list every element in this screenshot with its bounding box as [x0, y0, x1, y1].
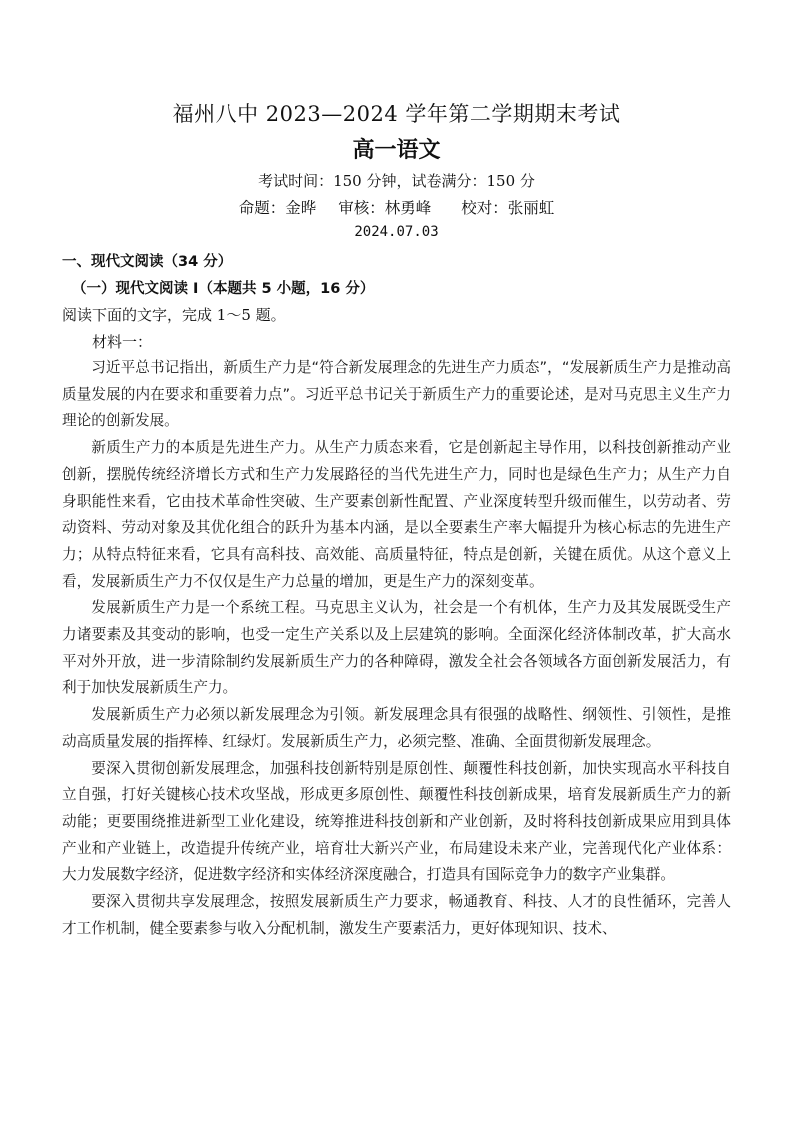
material-label: 材料一：	[92, 333, 153, 351]
paragraph: 要深入贯彻共享发展理念，按照发展新质生产力要求，畅通教育、科技、人才的良性循环，完善人才工作机制，健全要素参与收入分配机制，激发生产要素活力，更好体现知识、技术、	[62, 893, 731, 937]
reviewer: 审核：林勇峰	[338, 199, 432, 217]
paragraph: 新质生产力的本质是先进生产力。从生产力质态来看，它是创新起主导作用，以科技创新推动产业创新，摆脱传统经济增长方式和生产力发展路径的当代先进生产力，同时也是绿色生产力；从生产力自身职能性来看，它由技术革命性突破、生产要素创新性配置、产业深度转型升级而催生，以劳动者、劳动资料、劳动对象及其优化组合的跃升为基本内涵，是以全要素生产率大幅提升为核心标志的先进生产力；从特点特征来看，它具有高科技、高效能、高质量特征，特点是创新，关键在质优。从这个意义上看，发展新质生产力不仅仅是生产力总量的增加，更是生产力的深刻变革。	[62, 439, 731, 590]
subsection-title: （一）现代文阅读 I（本题共 5 小题，16 分）	[72, 281, 375, 297]
paragraph: 发展新质生产力是一个系统工程。马克思主义认为，社会是一个有机体，生产力及其发展既受生产力诸要素及其变动的影响，也受一定生产关系以及上层建筑的影响。全面深化经济体制改革，扩大高水平对外开放，进一步清除制约发展新质生产力的各种障碍，激发全社会各领域各方面创新发展活力，有利于加快发展新质生产力。	[62, 599, 731, 697]
exam-info: 考试时间：150 分钟，试卷满分：150 分	[258, 172, 535, 190]
school-exam-title: 福州八中 2023—2024 学年第二学期期末考试	[172, 102, 621, 126]
exam-date: 2024.07.03	[354, 224, 439, 240]
paragraph: 习近平总书记指出，新质生产力是“符合新发展理念的先进生产力质态”，“发展新质生产力是推动高质量发展的内在要求和重要着力点”。习近平总书记关于新质生产力的重要论述，是对马克思主义生产力理论的创新发展。	[62, 359, 731, 430]
staff-credits	[0, 196, 793, 218]
proofreader: 校对：张丽虹	[461, 199, 555, 217]
paragraph: 发展新质生产力必须以新发展理念为引领。新发展理念具有很强的战略性、纲领性、引领性，是推动高质量发展的指挥棒、红绿灯。发展新质生产力，必须完整、准确、全面贯彻新发展理念。	[62, 706, 731, 750]
proposer: 命题：金晔	[238, 199, 317, 217]
paragraph: 要深入贯彻创新发展理念，加强科技创新特别是原创性、颠覆性科技创新，加快实现高水平科技自立自强，打好关键核心技术攻坚战，形成更多原创性、颠覆性科技创新成果，培育发展新质生产力的新动能；更要围绕推进新型工业化建设，统筹推进科技创新和产业创新，及时将科技创新成果应用到具体产业和产业链上，改造提升传统产业，培育壮大新兴产业，布局建设未来产业，完善现代化产业体系：大力发展数字经济，促进数字经济和实体经济深度融合，打造具有国际竞争力的数字产业集群。	[62, 759, 731, 884]
section-title: 一、现代文阅读（34 分）	[62, 254, 233, 270]
instruction: 阅读下面的文字，完成 1～5 题。	[62, 306, 286, 324]
reading-passage	[62, 355, 731, 942]
subject-title: 高一语文	[352, 138, 441, 163]
